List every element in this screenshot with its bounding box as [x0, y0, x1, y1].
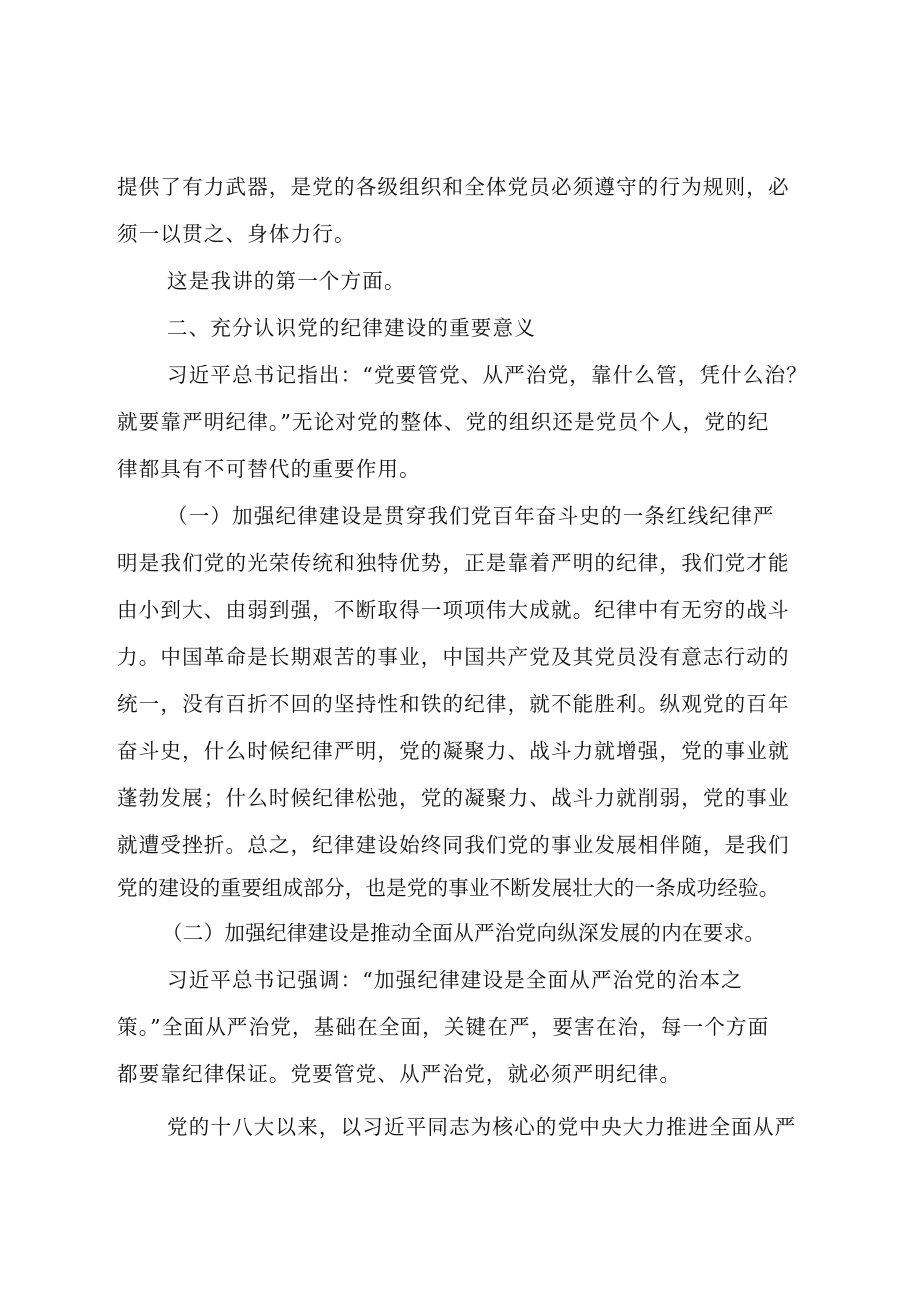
text-line: 奋斗史，什么时候纪律严明，党的凝聚力、战斗力就增强，党的事业就 — [117, 739, 790, 763]
subsection-heading: （二）加强纪律建设是推动全面从严治党向纵深发展的内在要求。 — [162, 921, 766, 945]
text-line: 就要靠严明纪律。”无论对党的整体、党的组织还是党员个人，党的纪 — [117, 410, 770, 434]
text-line: 策。”全面从严治党，基础在全面，关键在严，要害在治，每一个方面 — [117, 1015, 770, 1039]
text-line: 习近平总书记强调：“加强纪律建设是全面从严治党的治本之 — [167, 968, 743, 992]
text-line: 力。中国革命是长期艰苦的事业，中国共产党及其党员没有意志行动的 — [117, 645, 790, 669]
text-line: 明是我们党的光荣传统和独特优势，正是靠着严明的纪律，我们党才能 — [117, 551, 790, 575]
section-heading: 二、充分认识党的纪律建设的重要意义 — [167, 316, 536, 340]
text-line: 习近平总书记指出：“党要管党、从严治党，靠什么管，凭什么治？ — [167, 363, 808, 387]
text-line: 都要靠纪律保证。党要管党、从严治党，就必须严明纪律。 — [117, 1062, 682, 1086]
text-line: 律都具有不可替代的重要作用。 — [117, 457, 421, 481]
text-line: 党的建设的重要组成部分，也是党的事业不断发展壮大的一条成功经验。 — [117, 876, 780, 900]
text-line: 蓬勃发展；什么时候纪律松弛，党的凝聚力、战斗力就削弱，党的事业 — [117, 786, 790, 810]
text-line: 这是我讲的第一个方面。 — [167, 269, 406, 293]
text-line: 就遭受挫折。总之，纪律建设始终同我们党的事业发展相伴随，是我们 — [117, 833, 790, 857]
text-line: 须一以贯之、身体力行。 — [117, 222, 356, 246]
text-line: 党的十八大以来，以习近平同志为核心的党中央大力推进全面从严 — [167, 1115, 797, 1139]
text-line: 由小到大、由弱到强，不断取得一项项伟大成就。纪律中有无穷的战斗 — [117, 598, 790, 622]
text-line: 提供了有力武器，是党的各级组织和全体党员必须遵守的行为规则，必 — [117, 175, 790, 199]
subsection-heading: （一）加强纪律建设是贯穿我们党百年奋斗史的一条红线纪律严 — [167, 504, 775, 528]
text-line: 统一，没有百折不回的坚持性和铁的纪律，就不能胜利。纵观党的百年 — [117, 692, 790, 716]
